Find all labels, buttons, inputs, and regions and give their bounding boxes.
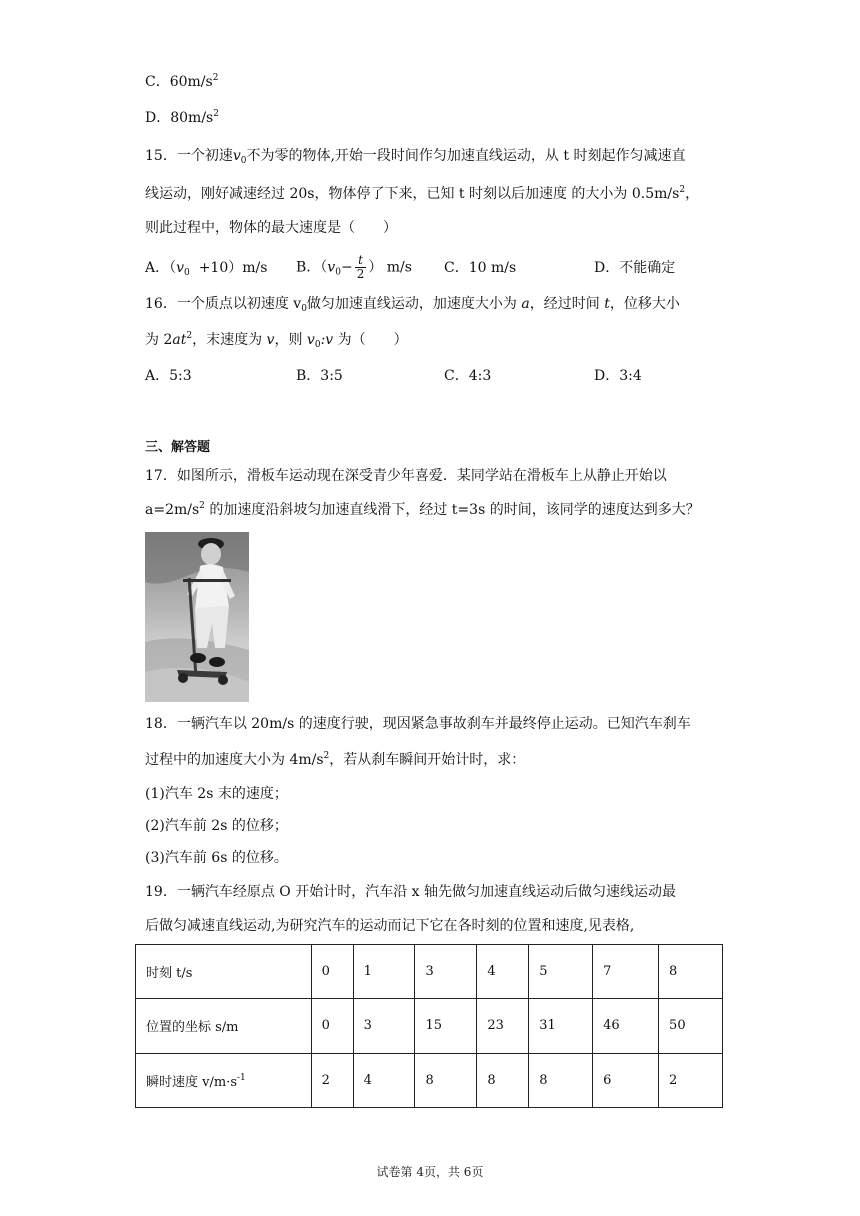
table-cell: 2 bbox=[311, 1053, 353, 1107]
table-cell: 6 bbox=[593, 1053, 659, 1107]
q17-stem-line2: $a=2m/s^2$ 的加速度沿斜坡匀加速直线滑下，经过 t=3s 的时间，该同学的速度达到多大？ bbox=[145, 501, 700, 518]
q19-data-table bbox=[135, 944, 723, 1108]
table-cell: 4 bbox=[353, 1053, 415, 1107]
table-cell: 46 bbox=[593, 999, 659, 1053]
table-cell: 4 bbox=[477, 945, 529, 999]
q16-stem-line2: 为 $2at^2$，末速度为 v，则 $v_0:v$ 为（ ） bbox=[145, 331, 408, 350]
table-cell: 3 bbox=[415, 945, 477, 999]
row-header: 瞬时速度 $v/m\cdot s^{-1}$ bbox=[136, 1053, 312, 1107]
q16-option-c: C．4:3 bbox=[444, 368, 492, 384]
q14-option-d: D．$80m/s^2$ bbox=[145, 109, 219, 126]
q15-option-c: C．10 m/s bbox=[444, 260, 517, 276]
table-cell: 1 bbox=[353, 945, 415, 999]
table-cell: 15 bbox=[415, 999, 477, 1053]
q19-stem-line2: 后做匀减速直线运动,为研究汽车的运动而记下它在各时刻的位置和速度,见表格, bbox=[145, 918, 635, 934]
table-cell: 7 bbox=[593, 945, 659, 999]
table-cell: 8 bbox=[659, 945, 723, 999]
q17-stem-line1: 17．如图所示，滑板车运动现在深受青少年喜爱．某同学站在滑板车上从静止开始以 bbox=[145, 468, 667, 484]
page-footer: 试卷第 4页，共 6页 bbox=[376, 1165, 484, 1179]
table-cell: 3 bbox=[353, 999, 415, 1053]
table-cell: 0 bbox=[311, 999, 353, 1053]
q15-stem-line3: 则此过程中，物体的最大速度是（ ） bbox=[145, 220, 397, 236]
table-cell: 2 bbox=[659, 1053, 723, 1107]
q18-stem-line1: 18．一辆汽车以 20m/s 的速度行驶，现因紧急事故刹车并最终停止运动。已知汽车刹车 bbox=[145, 716, 691, 732]
q15-option-d: D．不能确定 bbox=[594, 260, 676, 276]
table-row bbox=[136, 1053, 723, 1107]
row-header: 时刻 t/s bbox=[136, 945, 312, 999]
q18-part-2: (2)汽车前 2s 的位移； bbox=[145, 818, 288, 834]
q16-option-d: D．3:4 bbox=[594, 368, 642, 384]
table-row bbox=[136, 999, 723, 1053]
table-cell: 8 bbox=[477, 1053, 529, 1107]
q15-fraction: $\frac{t}{2}$ bbox=[356, 253, 365, 281]
table-cell: 8 bbox=[415, 1053, 477, 1107]
table-cell: 0 bbox=[311, 945, 353, 999]
q15-option-a: A．$(v_0 +10)m/s$ bbox=[145, 260, 268, 278]
table-cell: 5 bbox=[529, 945, 593, 999]
q16-option-a: A．5:3 bbox=[145, 368, 192, 384]
q16-stem-line1: 16．一个质点以初速度 $v_0$做匀加速直线运动，加速度大小为 a，经过时间 t，位移大小 bbox=[145, 296, 680, 314]
q16-option-b: B．3:5 bbox=[296, 368, 343, 384]
q15-option-b: B．（$v_0-$ $\frac{t}{2}$ ） m/s bbox=[296, 253, 412, 281]
table-cell: 23 bbox=[477, 999, 529, 1053]
child-on-scooter-photo bbox=[145, 532, 249, 702]
q18-part-1: (1)汽车 2s 末的速度； bbox=[145, 786, 288, 802]
q18-stem-line2: 过程中的加速度大小为 $4m/s^2$，若从刹车瞬间开始计时，求： bbox=[145, 751, 526, 768]
q14-option-c: C．$60m/s^2$ bbox=[145, 73, 219, 90]
section-heading: 三、解答题 bbox=[145, 440, 211, 455]
q18-part-3: (3)汽车前 6s 的位移。 bbox=[145, 850, 288, 866]
q15-stem-line1: 15．一个初速$v_0$不为零的物体,开始一段时间作匀加速直线运动，从 t 时刻起作匀减速直 bbox=[145, 148, 686, 166]
q15-stem-line2: 线运动，刚好减速经过 20s，物体停了下来，已知 t 时刻以后加速度 的大小为 $0.5m/s^2$， bbox=[145, 185, 700, 202]
table-cell: 8 bbox=[529, 1053, 593, 1107]
q19-stem-line1: 19．一辆汽车经原点 O 开始计时，汽车沿 x 轴先做匀加速直线运动后做匀速线运动最 bbox=[145, 884, 676, 900]
row-header: 位置的坐标 s/m bbox=[136, 999, 312, 1053]
table-row bbox=[136, 945, 723, 999]
table-cell: 31 bbox=[529, 999, 593, 1053]
table-cell: 50 bbox=[659, 999, 723, 1053]
